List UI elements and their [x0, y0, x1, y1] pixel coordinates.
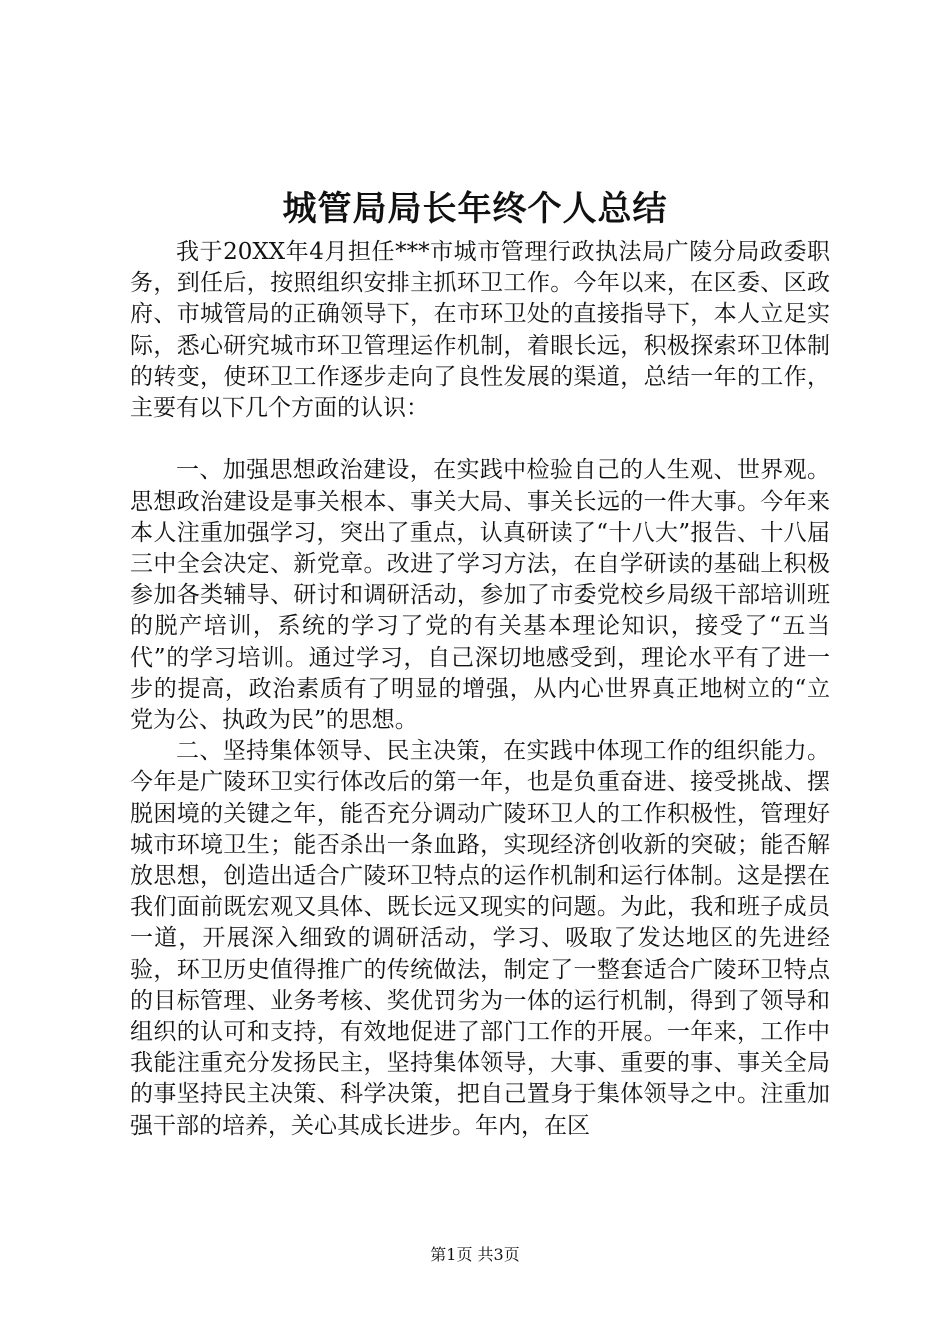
paragraph-intro: 我于20XX年4月担任***市城市管理行政执法局广陵分局政委职务，到任后，按照组织安排主抓环卫工作。今年以来，在区委、区政府、市城管局的正确领导下，在市环卫处的直接指导下，本人立足实际，悉心研究城市环卫管理运作机制，着眼长远，积极探索环卫体制的转变，使环卫工作逐步走向了良性发展的渠道，总结一年的工作，主要有以下几个方面的认识：: [130, 239, 830, 422]
page-number-footer: 第1页 共3页: [430, 1245, 520, 1264]
paragraph-section-1: 一、加强思想政治建设，在实践中检验自己的人生观、世界观。思想政治建设是事关根本、事关大局、事关长远的一件大事。今年来本人注重加强学习，突出了重点，认真研读了“十八大”报告、十八届三中全会决定、新党章。改进了学习方法，在自学研读的基础上积极参加各类辅导、研讨和调研活动，参加了市委党校乡局级干部培训班的脱产培训，系统的学习了党的有关基本理论知识，接受了“五当代”的学习培训。通过学习，自己深切地感受到，理论水平有了进一步的提高，政治素质有了明显的增强，从内心世界真正地树立的“立党为公、执政为民”的思想。: [130, 457, 830, 734]
paragraph-section-2: 二、坚持集体领导、民主决策，在实践中体现工作的组织能力。今年是广陵环卫实行体改后的第一年，也是负重奋进、接受挑战、摆脱困境的关键之年，能否充分调动广陵环卫人的工作积极性，管理好城市环境卫生；能否杀出一条血路，实现经济创收新的突破；能否解放思想，创造出适合广陵环卫特点的运作机制和运行体制。这是摆在我们面前既宏观又具体、既长远又现实的问题。为此，我和班子成员一道，开展深入细致的调研活动，学习、吸取了发达地区的先进经验，环卫历史值得推广的传统做法，制定了一整套适合广陵环卫特点的目标管理、业务考核、奖优罚劣为一体的运行机制，得到了领导和组织的认可和支持，有效地促进了部门工作的开展。一年来，工作中我能注重充分发扬民主，坚持集体领导，大事、重要的事、事关全局的事坚持民主决策、科学决策，把自己置身于集体领导之中。注重加强干部的培养，关心其成长进步。年内，在区: [130, 738, 830, 1139]
document-body: [130, 237, 830, 1142]
document-title: 城管局局长年终个人总结: [282, 189, 668, 229]
